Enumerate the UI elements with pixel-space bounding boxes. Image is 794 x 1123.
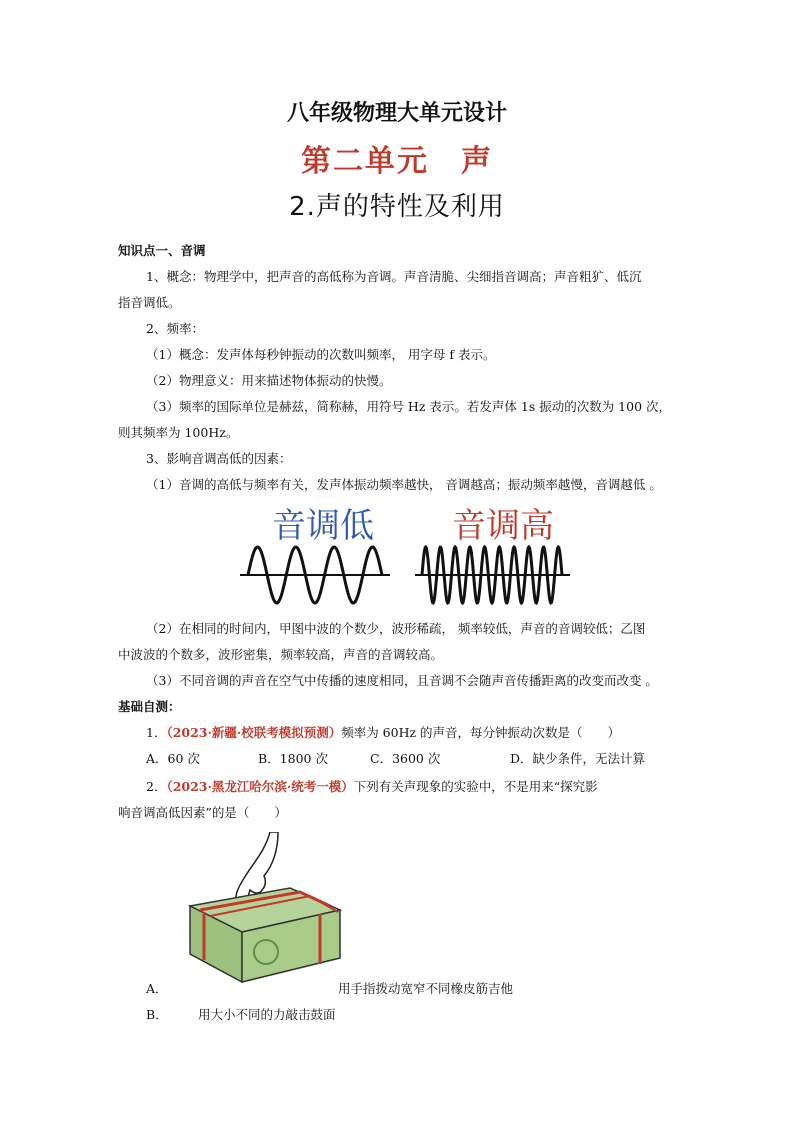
wave-figure: [240, 540, 580, 610]
question-stem: 下列有关声现象的实验中，不是用来“探究影: [353, 779, 598, 794]
self-test-heading: 基础自测：: [118, 699, 181, 714]
document-title: 八年级物理大单元设计: [286, 101, 507, 126]
paragraph-frequency-def: （1）概念：发声体每秒钟振动的次数叫频率， 用字母 f 表示。: [146, 347, 496, 362]
paragraph-factors: 3、影响音调高低的因素：: [146, 451, 292, 466]
question-2-option-b-letter[interactable]: B．: [146, 1007, 168, 1022]
paragraph-factors-2-cont: 中波波的个数多，波形密集，频率较高，声音的音调较高。: [118, 647, 444, 662]
text-line: 1、概念：物理学中，把声音的高低称为音调。声音清脆、尖细指音调高；声音粗犷、低沉: [146, 269, 642, 284]
high-pitch-label: 音调高: [452, 506, 554, 546]
paragraph-frequency-meaning: （2）物理意义：用来描述物体振动的快慢。: [146, 373, 392, 388]
option-d[interactable]: D．缺少条件，无法计算: [510, 751, 646, 766]
option-a[interactable]: A．60 次: [146, 751, 200, 766]
paragraph-factors-2: （2）在相同的时间内，甲图中波的个数少，波形稀疏， 频率较低，声音的音调较低；乙图: [146, 621, 646, 636]
question-2-option-b-text[interactable]: 用大小不同的力敲击鼓面: [198, 1007, 336, 1022]
paragraph-concept-cont: 指音调低。: [118, 295, 181, 310]
paragraph-concept: [118, 264, 678, 290]
paragraph-frequency-unit: （3）频率的国际单位是赫兹，简称赫，用符号 Hz 表示。若发声体 1s 振动的次数为 100 次，: [146, 399, 672, 414]
question-2-cont: 响音调高低因素”的是（ ）: [118, 805, 287, 820]
paragraph-frequency: 2、频率：: [146, 321, 204, 336]
question-2-option-a-text[interactable]: 用手指拨动宽窄不同橡皮筋吉他: [338, 981, 514, 996]
question-stem: 频率为 60Hz 的声音，每分钟振动次数是（ ）: [341, 725, 621, 740]
question-2: [118, 774, 678, 800]
option-c[interactable]: C．3600 次: [370, 751, 441, 766]
paragraph-factors-3: （3）不同音调的声音在空气中传播的速度相同，且音调不会随声音传播距离的改变而改变 。: [146, 673, 658, 688]
paragraph-frequency-unit-cont: 则其频率为 100Hz。: [118, 425, 239, 440]
paragraph-factors-1: （1）音调的高低与频率有关，发声体振动频率越快， 音调越高；振动频率越慢，音调越低 。: [146, 477, 662, 492]
rubber-band-box-illustration: [170, 832, 350, 984]
question-1: [118, 720, 678, 746]
question-number: 2．: [146, 779, 167, 794]
section-heading: 知识点一、音调: [118, 243, 206, 258]
question-2-option-a-letter[interactable]: A．: [146, 981, 168, 996]
low-pitch-label: 音调低: [272, 506, 374, 546]
question-number: 1．: [146, 725, 167, 740]
lesson-title: 2.声的特性及利用: [289, 192, 505, 222]
question-source: （2023·黑龙江哈尔滨·统考一模）: [166, 779, 354, 794]
option-b[interactable]: B．1800 次: [258, 751, 328, 766]
question-source: （2023·新疆·校联考模拟预测）: [166, 725, 342, 740]
unit-title: 第二单元 声: [301, 144, 493, 179]
